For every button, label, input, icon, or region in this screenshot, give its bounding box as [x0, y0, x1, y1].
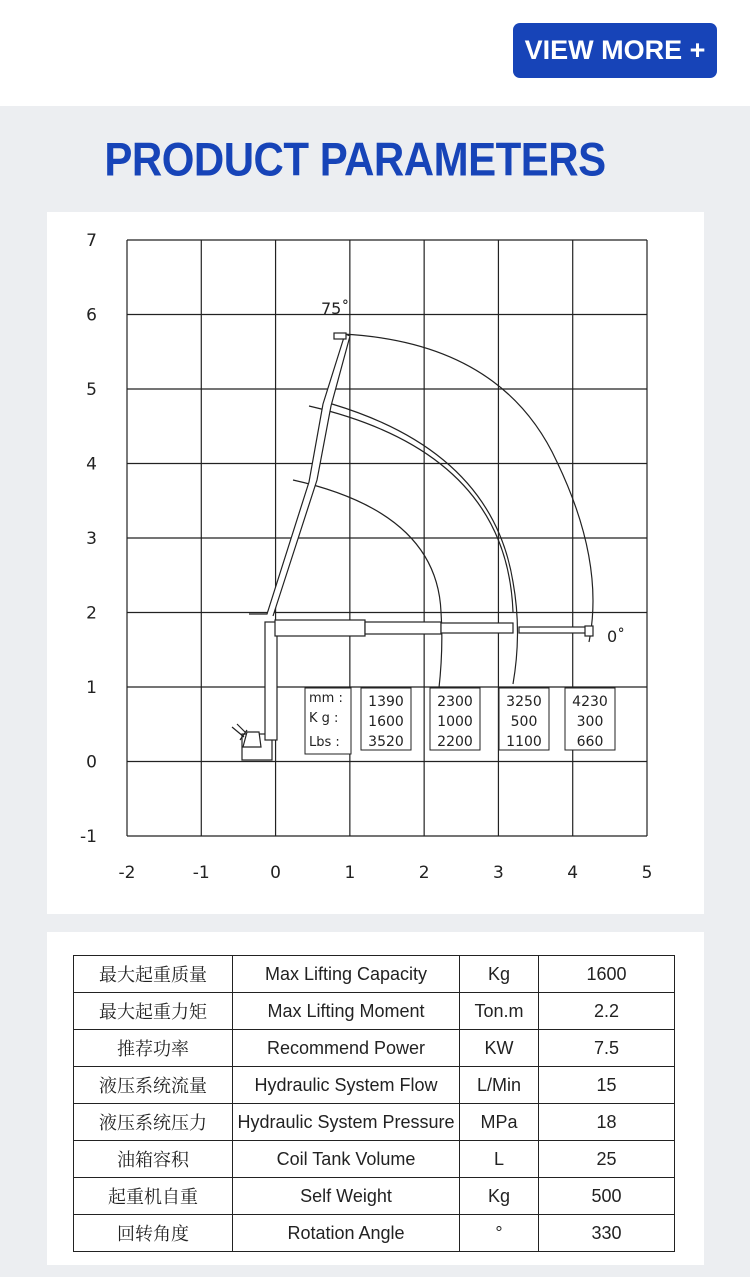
- load-point-box: [430, 688, 480, 750]
- top-bar: [0, 0, 750, 106]
- param-unit: °: [460, 1215, 539, 1252]
- param-unit: KW: [460, 1030, 539, 1067]
- load-point-mm: 3250: [506, 694, 542, 710]
- load-point-mm: 4230: [572, 694, 608, 710]
- param-name-en: Hydraulic System Flow: [233, 1067, 460, 1104]
- load-point-mm: 1390: [368, 694, 404, 710]
- row-label-kg: K g :: [309, 711, 339, 726]
- load-point-lbs: 1100: [506, 734, 542, 750]
- param-value: 1600: [539, 956, 675, 993]
- boom-base-arm: [275, 620, 365, 636]
- param-row: [74, 1178, 675, 1215]
- raised-boom: [249, 334, 350, 616]
- load-point-kg: 1600: [368, 714, 404, 730]
- param-row: [74, 956, 675, 993]
- param-value: 18: [539, 1104, 675, 1141]
- param-unit: Kg: [460, 956, 539, 993]
- param-row: [74, 1104, 675, 1141]
- param-value: 500: [539, 1178, 675, 1215]
- x-axis-ticks: [119, 863, 653, 883]
- param-value: 25: [539, 1141, 675, 1178]
- row-label-mm: mm :: [309, 691, 343, 706]
- x-tick-label: -1: [192, 863, 210, 883]
- y-tick-label: 5: [86, 380, 97, 400]
- radius-arcs: [293, 334, 593, 744]
- load-point-kg: 500: [510, 714, 538, 730]
- arc-4230: [342, 334, 593, 642]
- x-tick-label: 5: [641, 863, 653, 883]
- x-tick-label: 0: [270, 863, 281, 883]
- x-tick-label: 2: [418, 863, 430, 883]
- load-point-lbs: 3520: [368, 734, 404, 750]
- x-tick-label: -2: [118, 863, 136, 883]
- load-point-kg: 300: [576, 714, 604, 730]
- working-range-diagram-card: [47, 212, 704, 914]
- load-point-kg: 1000: [437, 714, 473, 730]
- param-name-en: Hydraulic System Pressure: [233, 1104, 460, 1141]
- load-point-box: [565, 688, 615, 750]
- angle-0-label: 0˚: [607, 627, 626, 646]
- y-tick-label: 3: [86, 529, 97, 549]
- load-point-mm: 2300: [437, 694, 473, 710]
- y-tick-label: 4: [86, 454, 97, 475]
- x-tick-label: 3: [493, 863, 504, 883]
- row-label-lbs: Lbs :: [309, 735, 340, 750]
- y-tick-label: 2: [86, 603, 97, 624]
- param-unit: Ton.m: [460, 993, 539, 1030]
- param-row: [74, 1030, 675, 1067]
- param-row: [74, 1215, 675, 1252]
- param-name-zh: 油箱容积: [74, 1141, 233, 1178]
- param-name-en: Self Weight: [233, 1178, 460, 1215]
- boom-section-1: [365, 622, 441, 634]
- param-value: 7.5: [539, 1030, 675, 1067]
- param-name-zh: 最大起重力矩: [74, 993, 233, 1030]
- crane-column: [265, 622, 277, 740]
- boom-section-2: [441, 623, 513, 633]
- param-name-zh: 起重机自重: [74, 1178, 233, 1215]
- y-tick-label: 7: [86, 231, 97, 251]
- param-name-en: Max Lifting Capacity: [233, 956, 460, 993]
- param-row: [74, 1067, 675, 1104]
- parameters-table: [73, 955, 675, 1252]
- param-unit: L/Min: [460, 1067, 539, 1104]
- load-point-lbs: 2200: [437, 734, 473, 750]
- arc-3250: [332, 404, 518, 684]
- param-value: 15: [539, 1067, 675, 1104]
- boom-section-3: [519, 627, 589, 633]
- boom-tip-horizontal: [585, 626, 593, 636]
- param-name-zh: 最大起重质量: [74, 956, 233, 993]
- param-name-zh: 液压系统压力: [74, 1104, 233, 1141]
- load-table: [305, 688, 615, 754]
- x-tick-label: 4: [567, 863, 579, 883]
- param-name-zh: 液压系统流量: [74, 1067, 233, 1104]
- y-tick-label: 0: [86, 752, 97, 773]
- working-range-diagram: [47, 212, 704, 914]
- load-point-box: [361, 688, 411, 750]
- load-point-lbs: 660: [576, 734, 604, 750]
- param-name-en: Max Lifting Moment: [233, 993, 460, 1030]
- boom-tip-raised: [334, 333, 346, 339]
- param-value: 330: [539, 1215, 675, 1252]
- param-row: [74, 993, 675, 1030]
- y-tick-label: -1: [80, 827, 97, 847]
- param-unit: L: [460, 1141, 539, 1178]
- section-title: PRODUCT PARAMETERS: [104, 133, 606, 186]
- param-value: 2.2: [539, 993, 675, 1030]
- view-more-button[interactable]: VIEW MORE +: [513, 23, 717, 78]
- y-axis-ticks: [80, 231, 97, 847]
- x-tick-label: 1: [344, 863, 356, 883]
- y-tick-label: 6: [86, 305, 97, 326]
- param-row: [74, 1141, 675, 1178]
- angle-75-label: 75˚: [321, 299, 350, 318]
- load-point-box: [499, 688, 549, 750]
- param-name-en: Recommend Power: [233, 1030, 460, 1067]
- param-unit: MPa: [460, 1104, 539, 1141]
- param-unit: Kg: [460, 1178, 539, 1215]
- param-name-zh: 推荐功率: [74, 1030, 233, 1067]
- param-name-zh: 回转角度: [74, 1215, 233, 1252]
- param-name-en: Rotation Angle: [233, 1215, 460, 1252]
- param-name-en: Coil Tank Volume: [233, 1141, 460, 1178]
- y-tick-label: 1: [86, 678, 97, 698]
